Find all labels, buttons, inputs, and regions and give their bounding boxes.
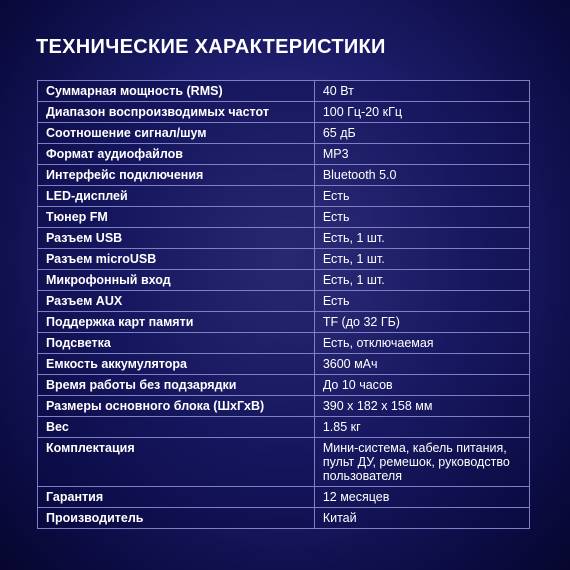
- spec-value: Есть, 1 шт.: [314, 249, 529, 270]
- spec-value: Есть: [314, 207, 529, 228]
- spec-row: [38, 123, 530, 144]
- spec-value: До 10 часов: [314, 375, 529, 396]
- spec-label: Подсветка: [38, 333, 315, 354]
- spec-label: Размеры основного блока (ШхГхВ): [38, 396, 315, 417]
- spec-value: Есть: [314, 291, 529, 312]
- spec-value: 390 х 182 х 158 мм: [314, 396, 529, 417]
- spec-label: Время работы без подзарядки: [38, 375, 315, 396]
- spec-value: Китай: [314, 508, 529, 529]
- spec-label: LED-дисплей: [38, 186, 315, 207]
- spec-row: [38, 291, 530, 312]
- spec-value: Мини-система, кабель питания, пульт ДУ, ремешок, руководство пользователя: [314, 438, 529, 487]
- spec-label: Суммарная мощность (RMS): [38, 81, 315, 102]
- spec-row: [38, 396, 530, 417]
- spec-row: [38, 438, 530, 487]
- spec-row: [38, 165, 530, 186]
- spec-row: [38, 81, 530, 102]
- spec-row: [38, 270, 530, 291]
- spec-row: [38, 333, 530, 354]
- spec-value: Есть, 1 шт.: [314, 270, 529, 291]
- spec-row: [38, 207, 530, 228]
- spec-row: [38, 228, 530, 249]
- spec-row: [38, 249, 530, 270]
- spec-value: Есть: [314, 186, 529, 207]
- spec-value: Есть, отключаемая: [314, 333, 529, 354]
- spec-row: [38, 417, 530, 438]
- spec-row: [38, 487, 530, 508]
- spec-label: Разъем AUX: [38, 291, 315, 312]
- spec-value: Есть, 1 шт.: [314, 228, 529, 249]
- spec-row: [38, 144, 530, 165]
- spec-value: Bluetooth 5.0: [314, 165, 529, 186]
- spec-row: [38, 354, 530, 375]
- spec-value: MP3: [314, 144, 529, 165]
- spec-label: Микрофонный вход: [38, 270, 315, 291]
- spec-label: Гарантия: [38, 487, 315, 508]
- spec-label: Производитель: [38, 508, 315, 529]
- spec-label: Комплектация: [38, 438, 315, 487]
- spec-value: 1.85 кг: [314, 417, 529, 438]
- spec-label: Разъем USB: [38, 228, 315, 249]
- spec-value: 12 месяцев: [314, 487, 529, 508]
- spec-label: Интерфейс подключения: [38, 165, 315, 186]
- spec-label: Разъем microUSB: [38, 249, 315, 270]
- spec-label: Емкость аккумулятора: [38, 354, 315, 375]
- spec-value: 3600 мАч: [314, 354, 529, 375]
- spec-row: [38, 508, 530, 529]
- spec-value: 40 Вт: [314, 81, 529, 102]
- page-title: ТЕХНИЧЕСКИЕ ХАРАКТЕРИСТИКИ: [36, 36, 386, 58]
- spec-value: TF (до 32 ГБ): [314, 312, 529, 333]
- specs-table: [37, 80, 530, 529]
- spec-label: Формат аудиофайлов: [38, 144, 315, 165]
- spec-row: [38, 186, 530, 207]
- spec-label: Поддержка карт памяти: [38, 312, 315, 333]
- spec-row: [38, 375, 530, 396]
- spec-row: [38, 312, 530, 333]
- spec-label: Вес: [38, 417, 315, 438]
- spec-label: Тюнер FM: [38, 207, 315, 228]
- spec-value: 65 дБ: [314, 123, 529, 144]
- spec-label: Диапазон воспроизводимых частот: [38, 102, 315, 123]
- spec-label: Соотношение сигнал/шум: [38, 123, 315, 144]
- spec-row: [38, 102, 530, 123]
- spec-value: 100 Гц-20 кГц: [314, 102, 529, 123]
